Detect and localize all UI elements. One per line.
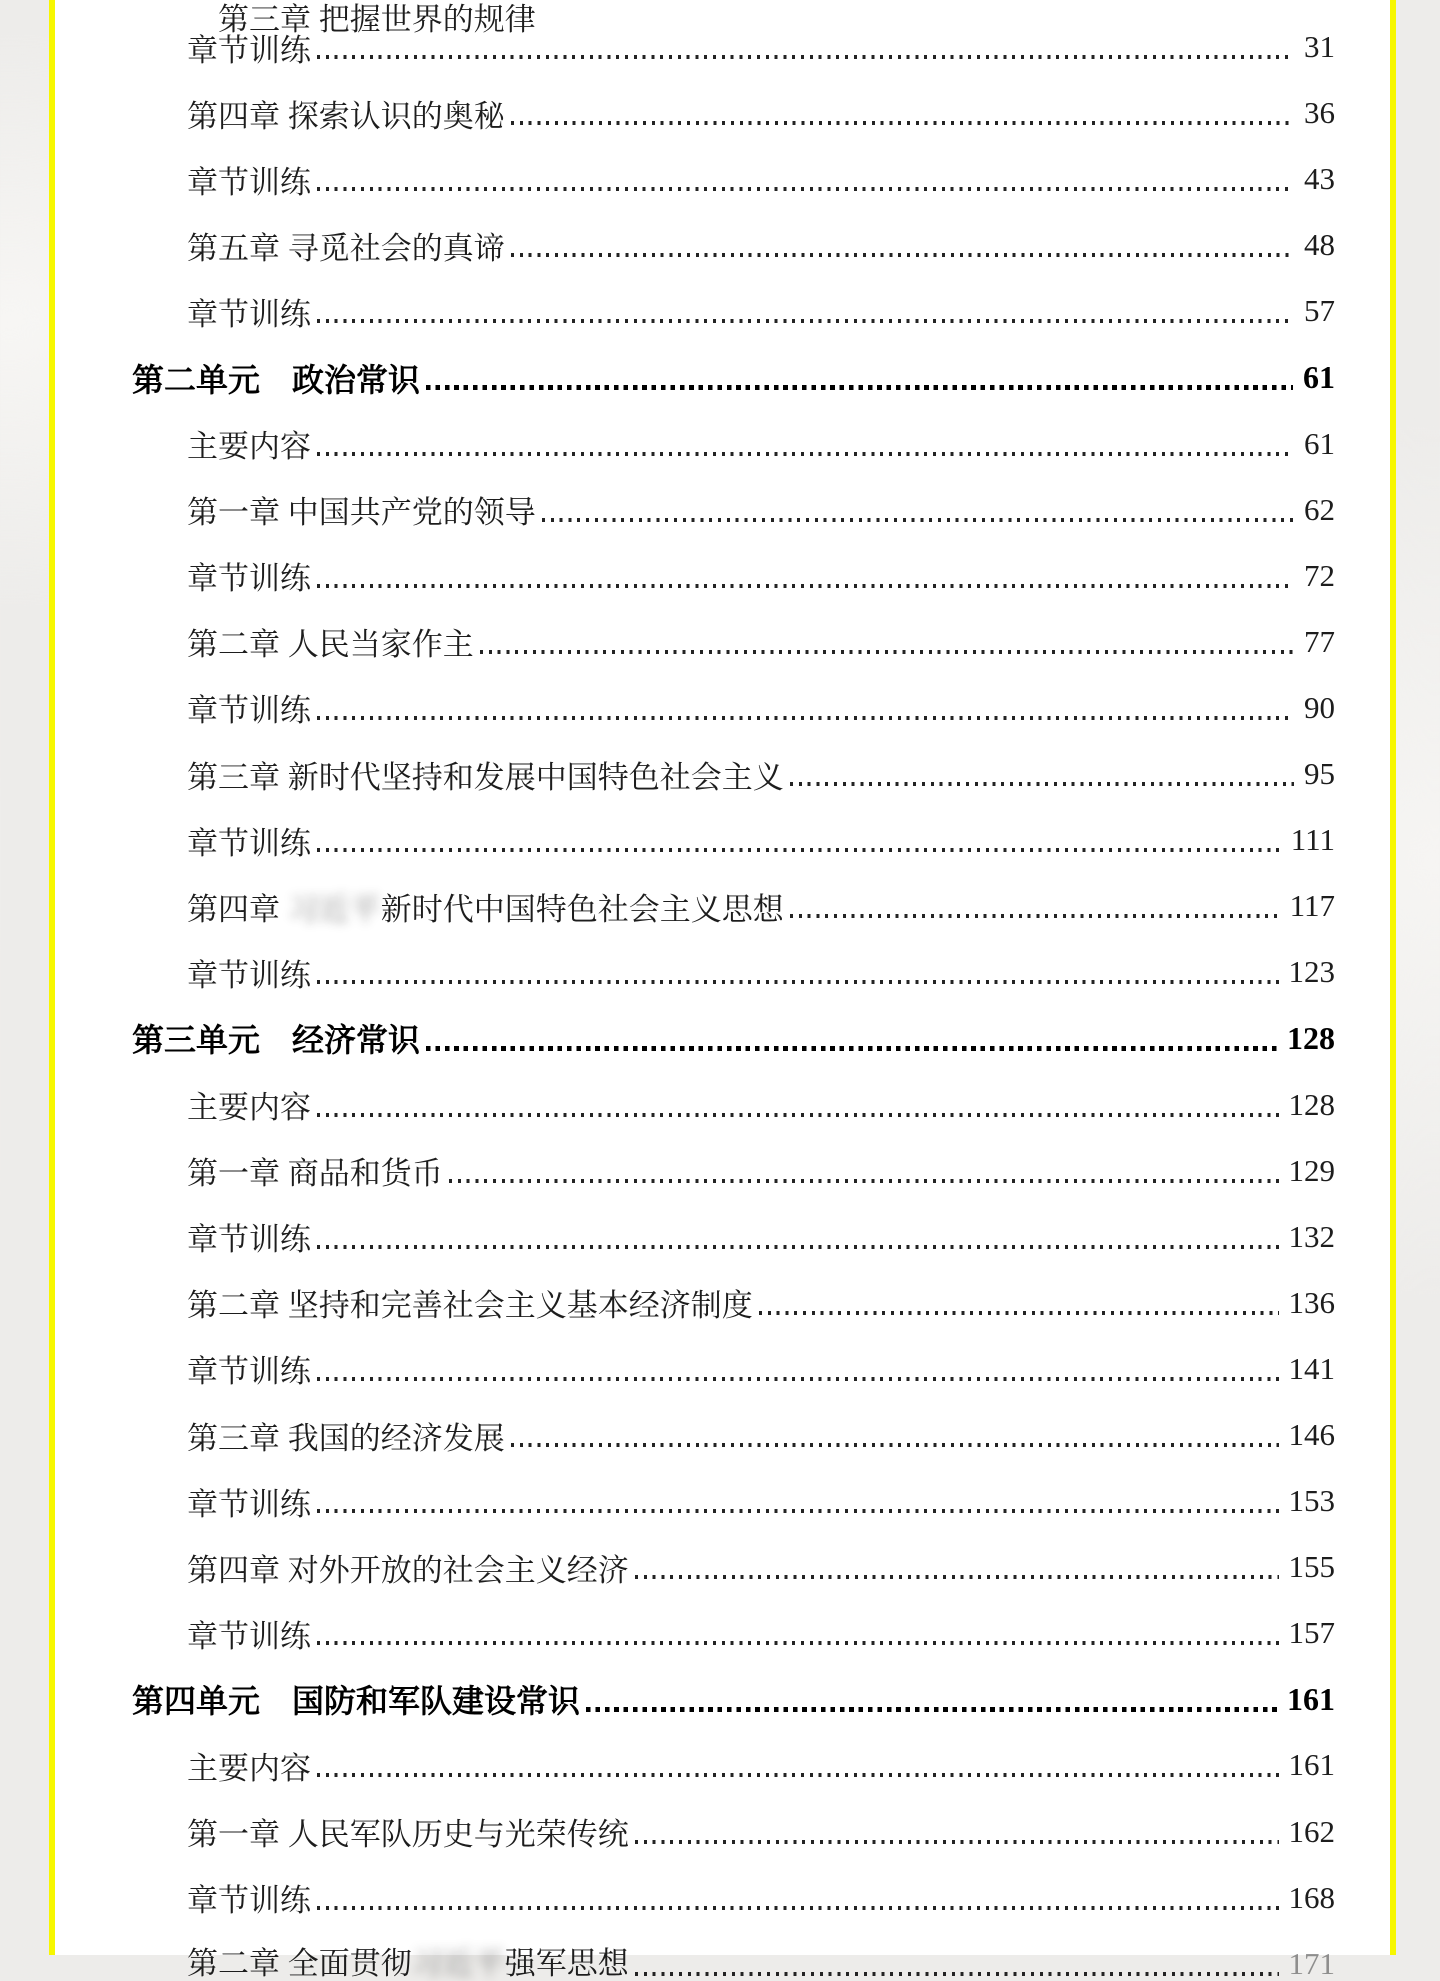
- toc-title: 第三章 把握世界的规律: [218, 2, 536, 37]
- book-page: [49, 0, 1396, 1981]
- toc-row: [55, 675, 1390, 741]
- dot-leader: [480, 650, 1294, 654]
- toc-row: [55, 1865, 1390, 1931]
- dot-leader: [511, 1443, 1279, 1447]
- dot-leader: [317, 584, 1294, 588]
- page-number: 136: [1288, 1284, 1335, 1320]
- page-number: 123: [1288, 954, 1335, 990]
- toc-title: 第四章 探索认识的奥秘: [187, 98, 505, 134]
- dot-leader: [317, 716, 1294, 720]
- toc-row: [55, 1138, 1390, 1204]
- page-number: 36: [1304, 95, 1335, 131]
- dot-leader: [586, 1707, 1277, 1712]
- toc-title: 第四章: [187, 891, 288, 927]
- toc-title: 章节训练: [187, 693, 311, 729]
- toc-title: 章节训练: [187, 957, 311, 993]
- dot-leader: [317, 1641, 1279, 1645]
- page-number: 132: [1288, 1218, 1335, 1254]
- toc-title: 第二章 全面贯彻: [187, 1946, 412, 1981]
- toc-title: 第一章 商品和货币: [187, 1156, 443, 1192]
- redacted-text: 习近平: [287, 891, 381, 927]
- dot-leader: [511, 253, 1294, 257]
- toc-title-suffix: 强军思想: [504, 1946, 629, 1981]
- dot-leader: [317, 848, 1281, 852]
- toc-row: [55, 1534, 1390, 1600]
- toc-title: 章节训练: [187, 296, 311, 332]
- toc-row: [55, 1270, 1390, 1336]
- page-number: 61: [1303, 359, 1335, 396]
- dot-leader: [635, 1840, 1279, 1844]
- dot-leader: [317, 1773, 1279, 1777]
- dot-leader: [317, 319, 1294, 323]
- dot-leader: [317, 1906, 1279, 1910]
- toc-row: [55, 212, 1390, 278]
- page-number: 155: [1288, 1549, 1335, 1585]
- toc-title: 章节训练: [187, 1222, 311, 1258]
- dot-leader: [317, 187, 1294, 191]
- dot-leader: [790, 914, 1280, 918]
- toc-row: [55, 1336, 1390, 1402]
- toc-title-suffix: 新时代中国特色社会主义思想: [380, 891, 784, 927]
- page-number: 117: [1289, 888, 1335, 924]
- toc-row: [55, 1204, 1390, 1270]
- toc-title: 章节训练: [187, 1354, 311, 1390]
- page-number: 48: [1304, 227, 1335, 263]
- page-number: 57: [1304, 293, 1335, 329]
- toc-title: 第三单元 经济常识: [132, 1022, 421, 1059]
- dot-leader: [759, 1311, 1279, 1315]
- page-number: 61: [1304, 425, 1335, 461]
- toc-row: [55, 1600, 1390, 1666]
- dot-leader: [790, 782, 1294, 786]
- dot-leader: [426, 1046, 1277, 1051]
- dot-leader: [317, 1245, 1279, 1249]
- toc-row: [55, 939, 1390, 1005]
- dot-leader: [426, 385, 1293, 390]
- toc-row: [55, 741, 1390, 807]
- toc-title: 章节训练: [187, 164, 311, 200]
- toc-list: [55, 14, 1390, 1931]
- toc-row: [55, 80, 1390, 146]
- page-number: 129: [1288, 1152, 1335, 1188]
- toc-title: 章节训练: [187, 825, 311, 861]
- toc-row: [55, 477, 1390, 543]
- toc-title: 章节训练: [187, 32, 311, 68]
- toc-row: [55, 14, 1390, 80]
- page-number: 161: [1287, 1680, 1335, 1717]
- toc-title: 第二单元 政治常识: [132, 361, 421, 398]
- toc-row: [55, 543, 1390, 609]
- toc-title: 章节训练: [187, 1618, 311, 1654]
- dot-leader: [635, 1575, 1279, 1579]
- dot-leader: [635, 1972, 1279, 1976]
- page-number: 128: [1288, 1086, 1335, 1122]
- page-number: 31: [1304, 29, 1335, 65]
- toc-title: 第三章 新时代坚持和发展中国特色社会主义: [187, 759, 784, 795]
- toc-row: [55, 807, 1390, 873]
- dot-leader: [542, 518, 1294, 522]
- page-number: 90: [1304, 689, 1335, 725]
- page-number: 168: [1288, 1879, 1335, 1915]
- toc-row: [55, 146, 1390, 212]
- toc-title: 主要内容: [187, 1750, 311, 1786]
- toc-title: 第二章 人民当家作主: [187, 627, 474, 663]
- page-number: 62: [1304, 491, 1335, 527]
- dot-leader: [317, 1509, 1279, 1513]
- toc-row: [55, 411, 1390, 477]
- dot-leader: [317, 1377, 1279, 1381]
- toc-unit-row: [55, 1666, 1390, 1732]
- toc-unit-row: [55, 1005, 1390, 1071]
- toc-row: [55, 1468, 1390, 1534]
- toc-unit-row: [55, 344, 1390, 410]
- toc-title: 主要内容: [187, 429, 311, 465]
- dot-leader: [317, 1113, 1279, 1117]
- page-number: 72: [1304, 557, 1335, 593]
- dot-leader: [449, 1179, 1279, 1183]
- toc-title: 章节训练: [187, 561, 311, 597]
- page-number: 162: [1288, 1813, 1335, 1849]
- toc-row: [55, 1799, 1390, 1865]
- toc-row: [55, 1402, 1390, 1468]
- dot-leader: [317, 55, 1294, 59]
- page-number: 128: [1287, 1019, 1335, 1056]
- toc-title: 第三章 我国的经济发展: [187, 1420, 505, 1456]
- page-number: 111: [1290, 822, 1335, 858]
- page-number: 157: [1288, 1615, 1335, 1651]
- page-number: 95: [1304, 756, 1335, 792]
- page-number: 77: [1304, 623, 1335, 659]
- toc-row: [55, 278, 1390, 344]
- toc-title: 主要内容: [187, 1090, 311, 1126]
- toc-row-clipped-bottom: [55, 1948, 1390, 1979]
- dot-leader: [511, 121, 1294, 125]
- toc-row: [55, 1072, 1390, 1138]
- toc-title: 章节训练: [187, 1486, 311, 1522]
- toc-title: 章节训练: [187, 1883, 311, 1919]
- toc-row: [55, 1732, 1390, 1798]
- page-number: 43: [1304, 161, 1335, 197]
- toc-title: 第一章 中国共产党的领导: [187, 495, 536, 531]
- dot-leader: [317, 452, 1294, 456]
- page-number: 161: [1288, 1747, 1335, 1783]
- toc-title: 第五章 寻觅社会的真谛: [187, 230, 505, 266]
- toc-title: 第一章 人民军队历史与光荣传统: [187, 1817, 629, 1853]
- toc-row: [55, 873, 1390, 939]
- redacted-text: 习近平: [411, 1946, 505, 1981]
- toc-title: 第二章 坚持和完善社会主义基本经济制度: [187, 1288, 753, 1324]
- toc-title: 第四单元 国防和军队建设常识: [132, 1683, 581, 1720]
- toc-title: 第四章 对外开放的社会主义经济: [187, 1552, 629, 1588]
- page-number: 171: [1288, 1946, 1335, 1981]
- page-number: 146: [1288, 1417, 1335, 1453]
- page-number: 153: [1288, 1483, 1335, 1519]
- dot-leader: [317, 980, 1279, 984]
- toc-row: [55, 609, 1390, 675]
- page-number: 141: [1288, 1350, 1335, 1386]
